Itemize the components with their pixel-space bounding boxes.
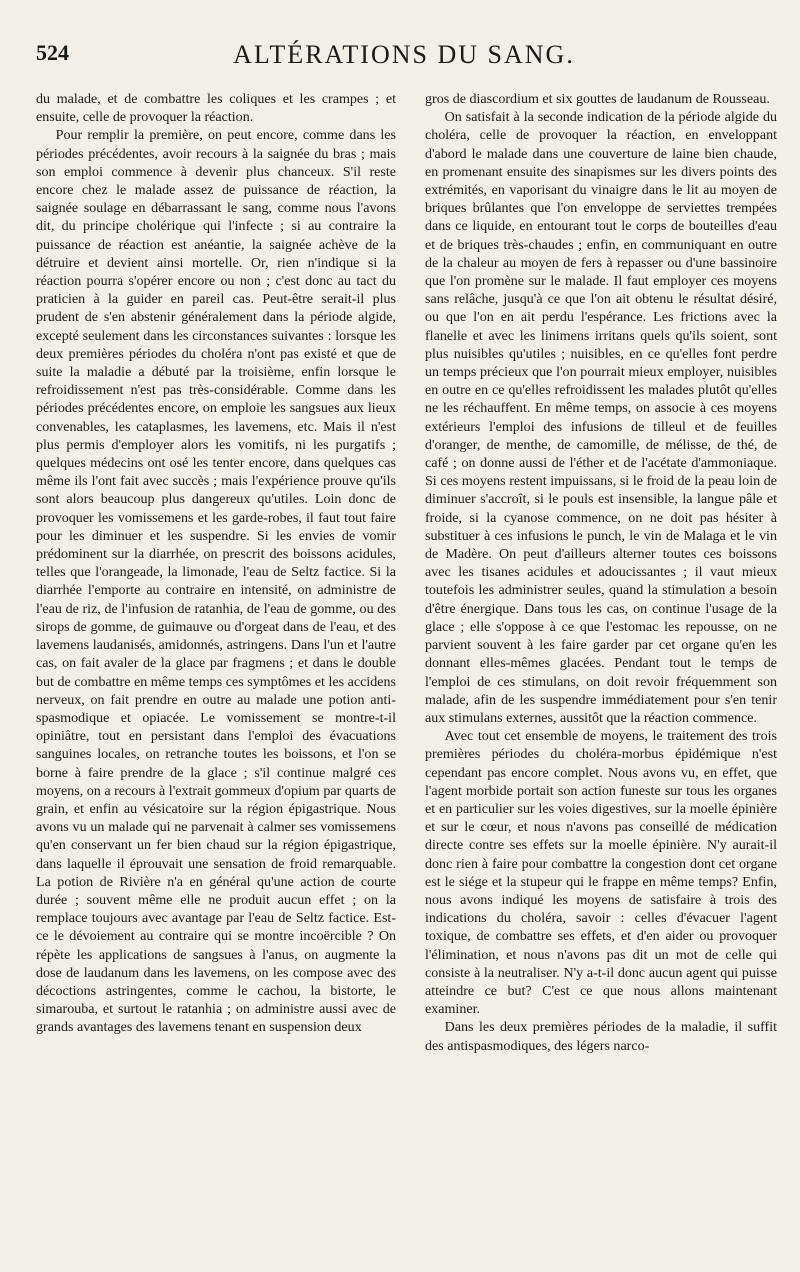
page-header bbox=[36, 40, 772, 80]
paragraph: gros de diascordium et six gouttes de laudanum de Rousseau. bbox=[425, 91, 770, 107]
running-title: ALTÉRATIONS DU SANG. bbox=[233, 40, 575, 69]
page-number: 524 bbox=[36, 40, 69, 65]
paragraph: On satisfait à la seconde indication de la période algide du choléra, celle de provoquer la réaction, en enveloppant d'abord le malade dans une couverture de laine bien chaude, en promenant ensuite des sinapismes sur les divers points des extrémités, en vaporisant du vinaigre dans le lit au moyen de briques brûlantes que l'on enveloppe de serviettes trempées dans ce liquide, en entourant tout le corps de bouteilles d'eau et de briques très-chaudes ; enfin, en communiquant en outre de la chaleur au moyen de fers à repasser ou d'une bassinoire que l'on promène sur le malade. Il faut employer ces moyens sans relâche, jusqu'à ce que l'on ait obtenu le résultat désiré, ou que l'on en ait perdu l'espérance. Les frictions avec la flanelle et avec les linimens irritans quels qu'ils soient, sont plus nuisibles qu'utiles ; nuisibles, en ce qu'elles font perdre un temps précieux que l'on pourrait mieux employer, nuisibles en outre en ce qu'elles refroidissent les malades plutôt qu'elles ne les réchauffent. En même temps, on associe à ces moyens extérieurs l'emploi des infusions de tilleul et de feuilles d'oranger, de menthe, de camomille, de mélisse, de thé, de café ; on donne aussi de l'éther et de l'acétate d'ammoniaque. Si ces moyens restent impuissans, si le froid de la peau loin de diminuer s'accroît, si le pouls est insensible, la langue pâle et froide, si la cyanose commence, on ne doit pas hésiter à substituer à ces infusions le punch, le vin de Malaga et le vin de Madère. On peut d'ailleurs alterner toutes ces boissons avec les tisanes acidules et adoucissantes ; il vaut mieux toutefois les administrer seules, quand la stimulation a besoin d'être énergique. Dans tous les cas, on continue l'usage de la glace ; elle s'oppose à ce que l'estomac les repousse, on ne parvient souvent à les faire garder par cet organe qu'en les donnant elles-mêmes glacées. Pendant tout le temps de l'emploi de ces stimulans, on doit revoir fréquemment son malade, afin de les suspendre immédiatement pour s'en tenir aux stimulans externes, aussitôt que la réaction commence. bbox=[425, 109, 777, 726]
paragraph: Avec tout cet ensemble de moyens, le traitement des trois premières périodes du choléra-morbus épidémique n'est cependant pas encore complet. Nous avons vu, en effet, que l'agent morbide portait son action funeste sur tous les organes et en particulier sur les voies digestives, sur la moelle épinière et sur le cœur, et nous n'avons pas conseillé de médication directe contre ses effets sur la moelle épinière. N'y aurait-il donc rien à faire pour combattre la congestion dont cet organe est le siége et la stupeur qui le frappe en même temps? Enfin, nous avons indiqué les moyens de satisfaire à trois des indications du choléra, savoir : celles d'évacuer l'agent toxique, de combattre ses effets, et d'en aider ou provoquer l'élimination, et nous n'avons pas dit un mot de celle qui consiste à la neutraliser. N'y a-t-il donc aucun agent qui puisse atteindre ce but? C'est ce que nous allons maintenant examiner. bbox=[425, 728, 777, 1018]
left-column bbox=[36, 90, 396, 1037]
paragraph: Dans les deux premières périodes de la maladie, il suffit des antispasmodiques, des légers narco- bbox=[425, 1019, 777, 1054]
paragraph: du malade, et de combattre les coliques et les crampes ; et ensuite, celle de provoquer la réaction. bbox=[36, 91, 396, 126]
paragraph: Pour remplir la première, on peut encore, comme dans les périodes précédentes, avoir recours à la saignée du bras ; mais son emploi commence à devenir plus chanceux. S'il reste encore chez le malade assez de puissance de réaction, la saignée soulage en débarrassant le sang, comme nous l'avons dit, du principe cholérique qui l'infecte ; si au contraire la puissance de réaction est anéantie, la saignée achève de la détruire et devient ainsi mortelle. Or, rien n'indique si la réaction pourra s'opérer encore ou non ; c'est donc au tact du praticien à la guider en pareil cas. Peut-être serait-il plus prudent de s'en abstenir généralement dans la période algide, excepté seulement dans les circonstances suivantes : lorsque les deux premières périodes du choléra n'ont pas existé et que de suite la maladie a débuté par la troisième, enfin lorsque le refroidissement n'est pas très-considérable. Comme dans les périodes précédentes encore, on emploie les sangsues aux lieux convenables, les cataplasmes, les lavemens, etc. Mais il n'est plus permis d'employer alors les vomitifs, ni les purgatifs ; quelques médecins ont osé les tenter encore, dans quelques cas même ils l'ont fait avec succès ; mais l'expérience prouve qu'ils sont alors beaucoup plus dangereux qu'utiles. Loin donc de provoquer les vomissemens et les garde-robes, il faut tout faire pour les diminuer et les suspendre. Si les envies de vomir prédominent sur la diarrhée, on prescrit des boissons acidules, telles que l'orangeade, la limonade, l'eau de Seltz factice. Si la diarrhée l'emporte au contraire en intensité, on administre de l'eau de riz, de l'infusion de ratanhia, de l'eau de gomme, ou des sirops de gomme, de guimauve ou d'orgeat dans de l'eau, et des lavemens laudanisés, amidonnés, astringens. Dans l'un et l'autre cas, on fait avaler de la glace par fragmens ; et dans le double but de combattre en même temps ces symptômes et les accidens nerveux, on fait prendre en outre au malade une potion anti-spasmodique et opiacée. Le vomissement se montre-t-il opiniâtre, tout en persistant dans l'emploi des évacuations sanguines locales, on retranche toutes les boissons, et l'on se borne à faire prendre de la glace ; s'il continue malgré ces moyens, on a recours à l'extrait gommeux d'opium par quarts de grain, et enfin au vésicatoire sur la région épigastrique. Nous avons vu un malade qui ne parvenait à calmer ses vomissemens qu'en conservant un fer bien chaud sur la région épigastrique, dans laquelle il éprouvait une sensation de froid remarquable. La potion de Rivière n'a en général qu'une action de courte durée ; souvent même elle ne produit aucun effet ; on la remplace toujours avec avantage par l'eau de Seltz factice. Est-ce le dévoiement au contraire qui se montre incoërcible ? On répète les applications de sangsues à l'anus, on augmente la dose de laudanum dans les lavemens, on les compose avec des décoctions astringentes, comme le cachou, la bistorte, le simarouba, et surtout le ratanhia ; on administre aussi avec de grands avantages des lavemens tenant en suspension deux bbox=[36, 127, 396, 1036]
right-column bbox=[425, 90, 777, 1055]
